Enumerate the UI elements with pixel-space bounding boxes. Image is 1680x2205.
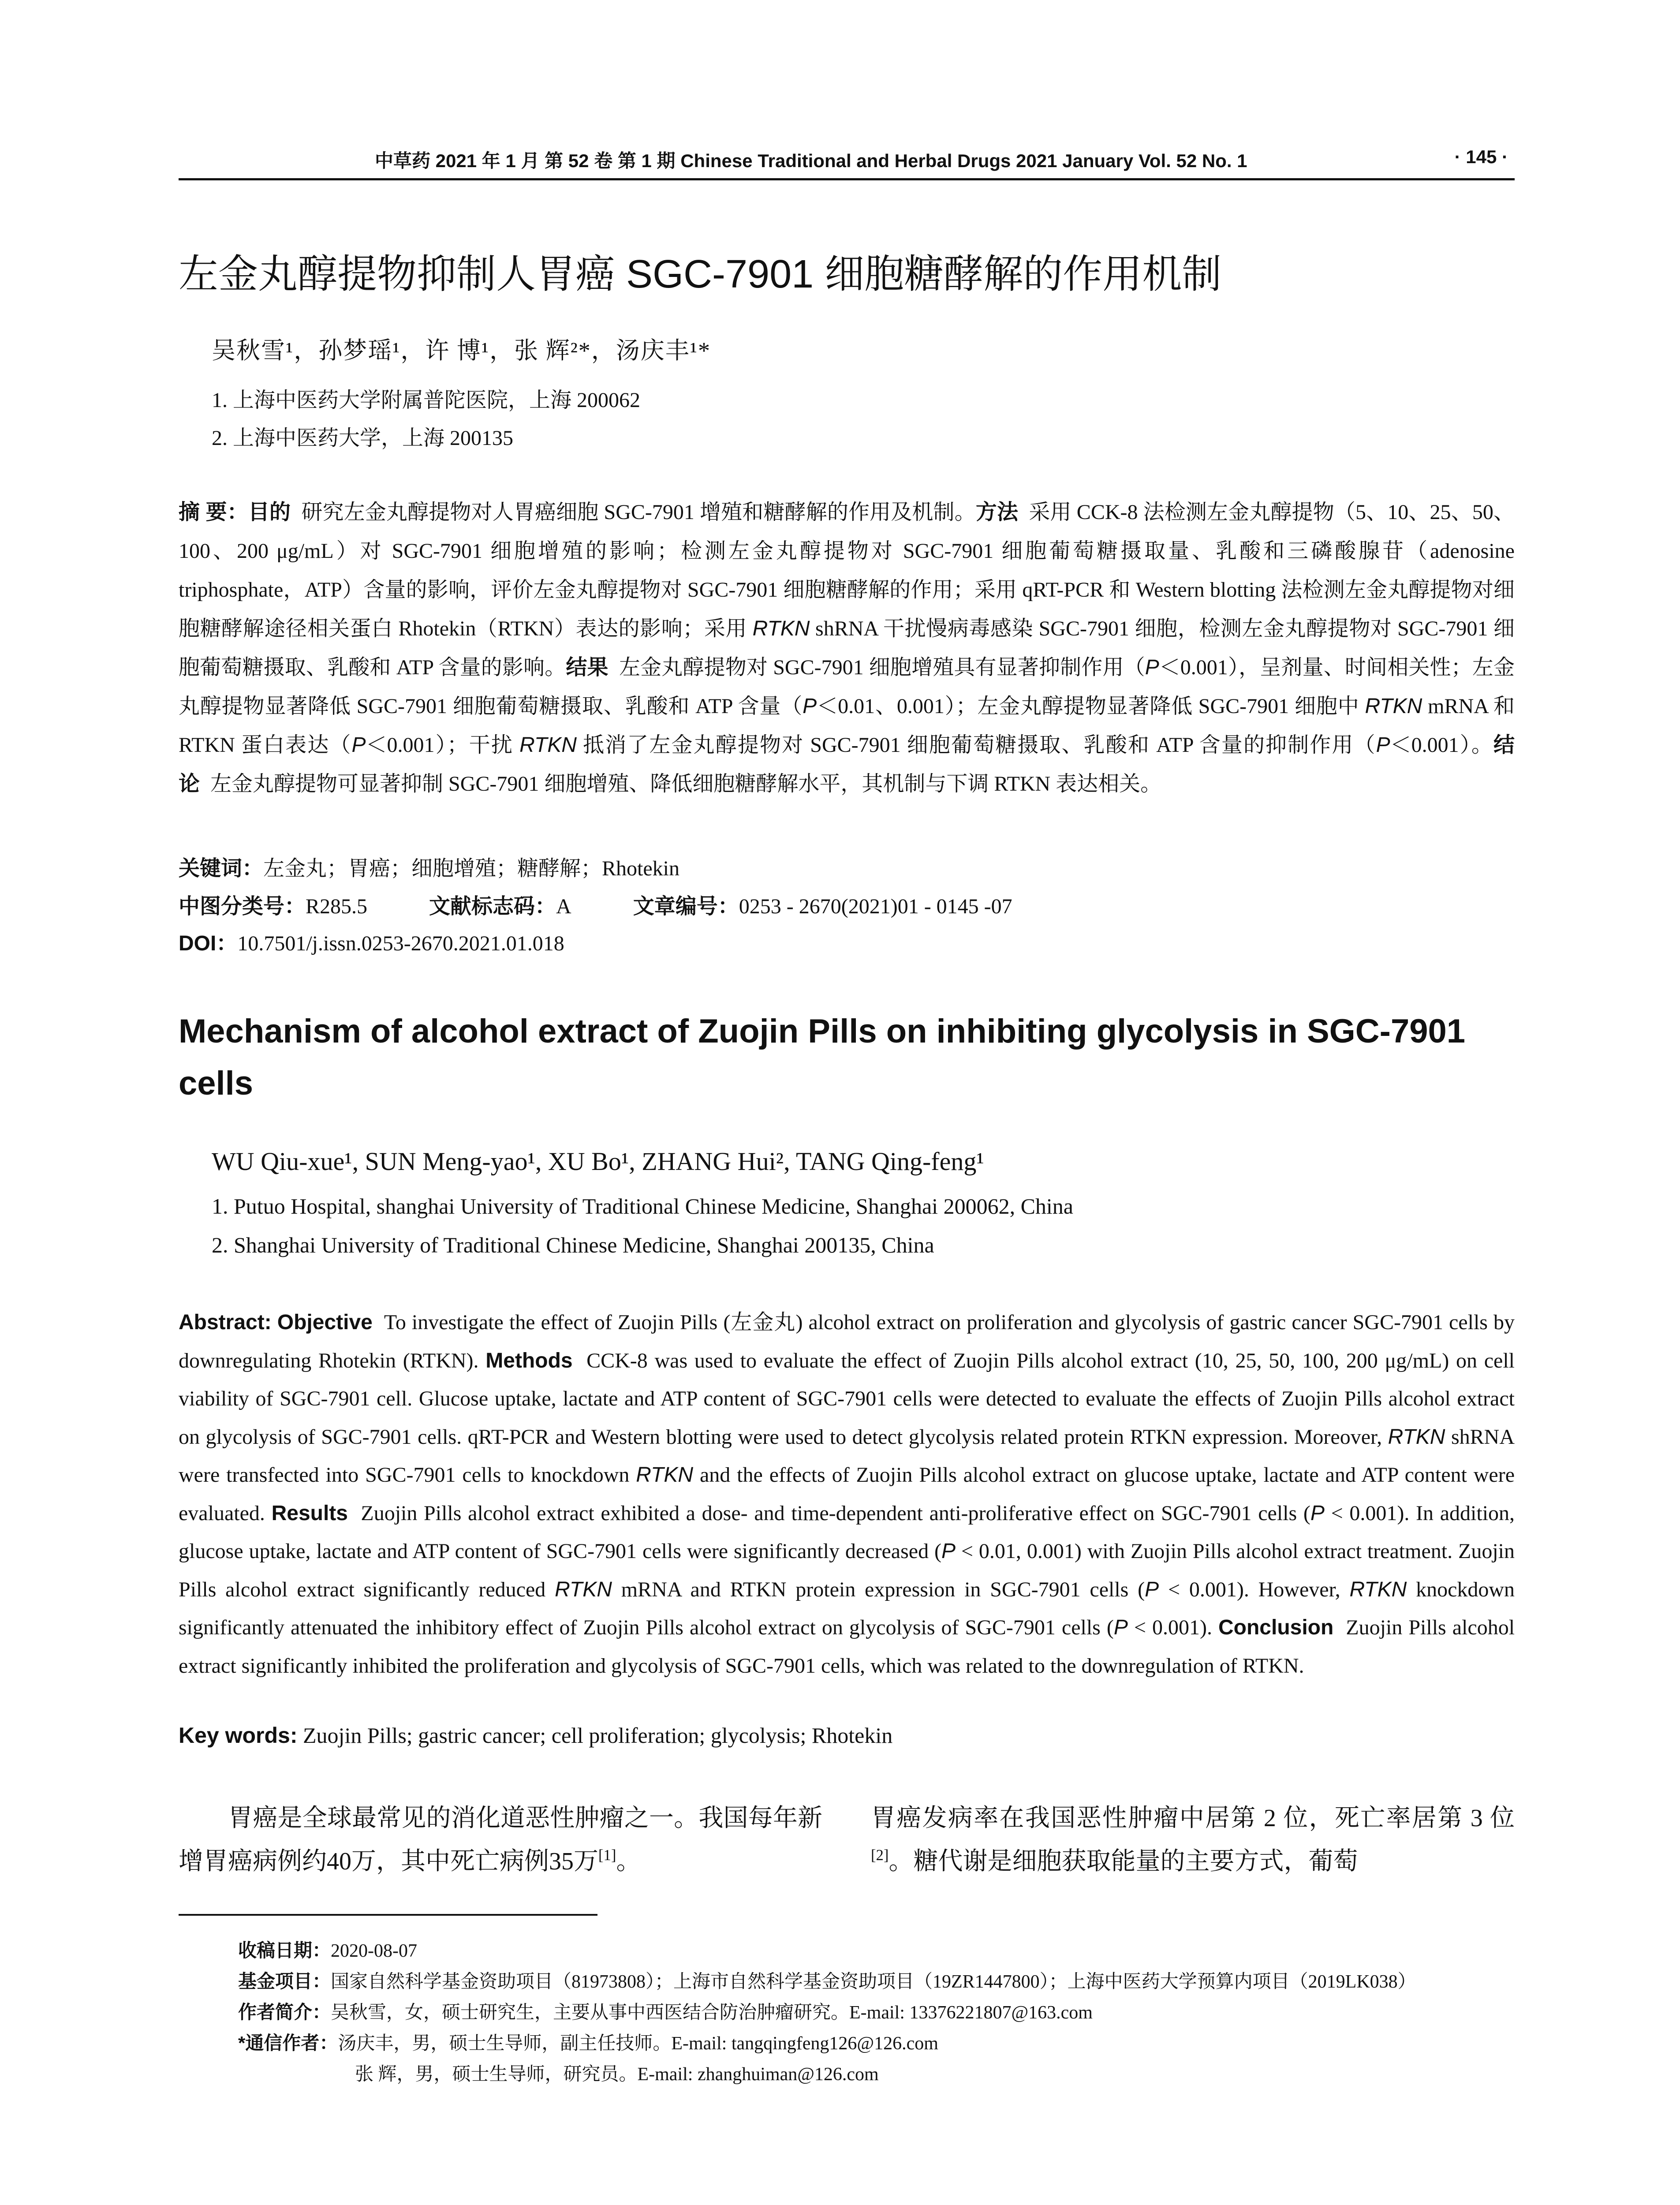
footnote-label: 基金项目： [238, 1971, 331, 1992]
article-no-label: 文章编号： [633, 895, 739, 918]
footnote-text: 吴秋雪，女，硕士研究生，主要从事中西医结合防治肿瘤研究。E-mail: 13376221807@163.com [331, 2003, 1093, 2023]
body-text: 胃癌是全球最常见的消化道恶性肿瘤之一。我国每年新增胃癌病例约40万，其中死亡病例35万 [179, 1805, 822, 1875]
footnote-fund [238, 1967, 1416, 1993]
methods-label: Methods [485, 1349, 573, 1372]
footnote-corresponding-2: 张 辉，男，硕士生导师，研究员。E-mail: zhanghuiman@126.com [355, 2064, 879, 2085]
english-authors: WU Qiu-xue¹, SUN Meng-yao¹, XU Bo¹, ZHANG Hui², TANG Qing-feng¹ [212, 1147, 984, 1176]
results-text-3: ＜0.01、0.001）；左金丸醇提物显著降低 SGC-7901 细胞中 [817, 695, 1359, 718]
results-text-4: mRNA and RTKN protein expression in SGC-7901 cells ( [621, 1577, 1145, 1601]
results-text-6: knockdown significantly attenuated the inhibitory effect of Zuojin Pills alcohol extract on glycolysis of SGC-7901 cells ( [179, 1577, 1515, 1639]
results-label: 结果 [566, 656, 609, 679]
chinese-keywords [179, 851, 679, 882]
abstract-label: Abstract: [179, 1311, 272, 1334]
citation-ref: [2] [871, 1846, 889, 1864]
conclusion-text: 左金丸醇提物可显著抑制 SGC-7901 细胞增殖、降低细胞糖酵解水平，其机制与下调 RTKN 表达相关。 [210, 772, 1162, 796]
english-title: Mechanism of alcohol extract of Zuojin Pills on inhibiting glycolysis in SGC-7901 cells [179, 1013, 1466, 1102]
objective-label: Objective [277, 1311, 373, 1334]
footnote-author [238, 1998, 1093, 2024]
footnote-label: *通信作者： [238, 2033, 338, 2053]
journal-line: 中草药 2021 年 1 月 第 52 卷 第 1 期 Chinese Traditional and Herbal Drugs 2021 January Vol. 52 No. 1 [375, 150, 1247, 171]
methods-text-3: and the effects of Zuojin Pills alcohol extract on glucose uptake, lactate and ATP content were evaluated. [179, 1463, 1515, 1525]
doi-value: 10.7501/j.issn.0253-2670.2021.01.018 [237, 932, 564, 955]
body-text-end: 。糖代谢是细胞获取能量的主要方式，葡萄 [889, 1848, 1358, 1875]
gene-name: RTKN [636, 1463, 694, 1487]
results-label: Results [271, 1501, 348, 1525]
p-symbol: P [1310, 1501, 1325, 1525]
header-rule [179, 178, 1515, 180]
results-text-5: < 0.001). However, [1168, 1577, 1340, 1601]
chinese-affiliation-1: 1. 上海中医药大学附属普陀医院，上海 200062 [212, 389, 641, 412]
results-text-1: 左金丸醇提物对 SGC-7901 细胞增殖具有显著抑制作用（ [619, 656, 1145, 679]
body-text: 胃癌发病率在我国恶性肿瘤中居第 2 位，死亡率居第 3 位 [871, 1805, 1515, 1832]
results-text-5: ＜0.001）；干扰 [366, 733, 514, 757]
footnote-text: 国家自然科学基金资助项目（81973808）；上海市自然科学基金资助项目（19ZR1447800）；上海中医药大学预算内项目（2019LK038） [331, 1972, 1416, 1992]
abstract-label: 摘 要： [179, 501, 248, 524]
gene-name: RTKN [1388, 1425, 1445, 1449]
keywords-text: Zuojin Pills; gastric cancer; cell proliferation; glycolysis; Rhotekin [303, 1723, 893, 1748]
citation-ref: [1] [598, 1846, 616, 1864]
article-no-value: 0253 - 2670(2021)01 - 0145 -07 [739, 895, 1012, 918]
p-symbol: P [941, 1540, 956, 1563]
keywords-label: Key words: [179, 1723, 298, 1748]
clc-label: 中图分类号： [179, 895, 306, 918]
doi-label: DOI： [179, 932, 238, 955]
gene-name: RTKN [1365, 695, 1422, 718]
body-text-end: 。 [616, 1848, 641, 1875]
results-text-7: < 0.001). [1134, 1616, 1212, 1639]
results-text-2: < 0.001). In addition, glucose uptake, lactate and ATP content of SGC-7901 cells were significantly decreased ( [179, 1501, 1515, 1563]
body-column-right [871, 1797, 1515, 1883]
p-symbol: P [351, 733, 366, 757]
chinese-authors: 吴秋雪¹，孙梦瑶¹，许 博¹，张 辉²*，汤庆丰¹* [212, 337, 711, 364]
methods-text-2: shRNA 干扰慢病毒感染 SGC-7901 细胞，检测左金丸醇提物对 SGC-7901 细胞葡萄糖摄取、乳酸和 ATP 含量的影响。 [179, 617, 1515, 679]
clc-value: R285.5 [306, 895, 368, 918]
body-column-left [179, 1797, 822, 1883]
gene-name: RTKN [519, 733, 577, 757]
footnote-rule [179, 1914, 597, 1916]
footnote-text: 汤庆丰，男，硕士生导师，副主任技师。E-mail: tangqingfeng126@126.com [338, 2033, 938, 2054]
results-text-2: ＜0.001），呈剂量、时间相关性；左金丸醇提物显著降低 SGC-7901 细胞葡萄糖摄取、乳酸和 ATP 含量（ [179, 656, 1515, 718]
p-symbol: P [1145, 1577, 1159, 1601]
methods-label: 方法 [975, 501, 1019, 524]
results-text-3: < 0.01, 0.001) with Zuojin Pills alcohol extract treatment. Zuojin Pills alcohol extract significantly reduced [179, 1540, 1515, 1601]
methods-text-2: shRNA were transfected into SGC-7901 cells to knockdown [179, 1425, 1515, 1487]
results-text-6: 抵消了左金丸醇提物对 SGC-7901 细胞葡萄糖摄取、乳酸和 ATP 含量的抑制作用（ [583, 733, 1376, 757]
keywords-label: 关键词： [179, 857, 264, 880]
methods-text-1: 采用 CCK-8 法检测左金丸醇提物（5、10、25、50、100、200 μg/mL）对 SGC-7901 细胞增殖的影响；检测左金丸醇提物对 SGC-7901 细胞葡萄糖摄取量、乳酸和三磷酸腺苷（adenosine triphosphate，ATP）含量的影响，评价左金丸醇提物对 SGC-7901 细胞糖酵解的作用；采用 qRT-PCR 和 Western blotting 法检测左金丸醇提物对细胞糖酵解途径相关蛋白 Rhotekin（RTKN）表达的影响；采用 [179, 501, 1515, 640]
conclusion-text: Zuojin Pills alcohol extract significantly inhibited the proliferation and glycolysis of SGC-7901 cells, which was related to the downregulation of RTKN. [179, 1616, 1515, 1678]
classification-line [179, 889, 1012, 919]
footnote-corresponding [238, 2029, 938, 2055]
gene-name: RTKN [1349, 1577, 1407, 1601]
results-text-1: Zuojin Pills alcohol extract exhibited a dose- and time-dependent anti-proliferative effect on SGC-7901 cells ( [361, 1501, 1310, 1525]
objective-text: To investigate the effect of Zuojin Pills (左金丸) alcohol extract on proliferation and glycolysis of gastric cancer SGC-7901 cells by downregulating Rhotekin (RTKN). [179, 1311, 1515, 1372]
p-symbol: P [1113, 1616, 1128, 1639]
methods-text-1: CCK-8 was used to evaluate the effect of Zuojin Pills alcohol extract (10, 25, 50, 100, 200 μg/mL) on cell viability of SGC-7901 cell. Glucose uptake, lactate and ATP content of SGC-7901 cells were detected to evaluate the effects of Zuojin Pills alcohol extract on glycolysis of SGC-7901 cells. qRT-PCR and Western blotting were used to detect glycolysis related protein RTKN expression. Moreover, [179, 1349, 1515, 1449]
footnote-text: 2020-08-07 [331, 1941, 417, 1961]
objective-label: 目的 [248, 501, 291, 524]
doc-code-label: 文献标志码： [429, 895, 556, 918]
chinese-affiliation-2: 2. 上海中医药大学，上海 200135 [212, 426, 514, 450]
english-abstract [179, 1304, 1515, 1685]
doi-line [179, 926, 564, 957]
p-symbol: P [1376, 733, 1390, 757]
english-affiliation-1: 1. Putuo Hospital, shanghai University of Traditional Chinese Medicine, Shanghai 200062, China [212, 1194, 1074, 1218]
doc-code-value: A [556, 895, 571, 918]
running-header [179, 146, 1519, 173]
results-text-4: mRNA 和 RTKN 蛋白表达（ [179, 695, 1515, 757]
gene-name: RTKN [752, 617, 810, 640]
chinese-title: 左金丸醇提物抑制人胃癌 SGC-7901 细胞糖酵解的作用机制 [179, 252, 1222, 296]
footnote-label: 收稿日期： [238, 1940, 331, 1961]
chinese-abstract [179, 493, 1515, 890]
page-number: · 145 · [1454, 146, 1508, 167]
conclusion-label: Conclusion [1218, 1616, 1334, 1639]
gene-name: RTKN [555, 1577, 612, 1601]
p-symbol: P [803, 695, 817, 718]
results-text-7: ＜0.001）。 [1390, 733, 1493, 757]
keywords-text: 左金丸；胃癌；细胞增殖；糖酵解；Rhotekin [263, 857, 680, 880]
conclusion-label: 结论 [179, 733, 1515, 796]
english-affiliation-2: 2. Shanghai University of Traditional Chinese Medicine, Shanghai 200135, China [212, 1233, 934, 1257]
objective-text: 研究左金丸醇提物对人胃癌细胞 SGC-7901 增殖和糖酵解的作用及机制。 [301, 501, 976, 524]
footnote-received [238, 1936, 417, 1962]
english-keywords [179, 1723, 892, 1748]
p-symbol: P [1145, 656, 1159, 679]
footnote-label: 作者简介： [238, 2002, 331, 2022]
